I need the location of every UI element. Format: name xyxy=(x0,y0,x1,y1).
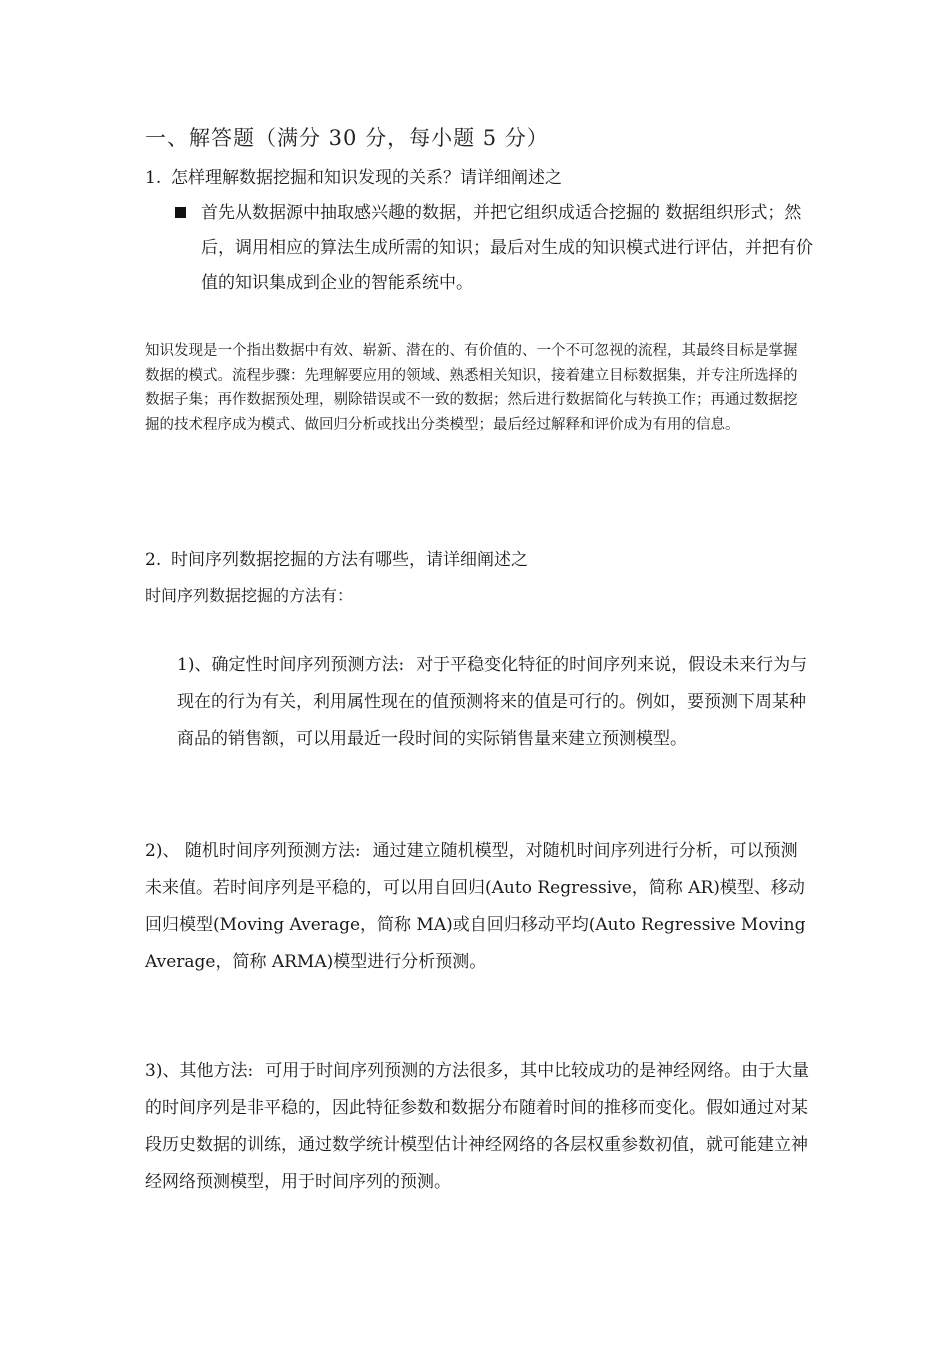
method-3-body: 可用于时间序列预测的方法很多，其中比较成功的是神经网络。由于大量的时间序列是非平稳的，因此特征参数和数据分布随着时间的推移而变化。假如通过对某段历史数据的训练，通过数学统计模型估计神经网络的各层权重参数初值，就可能建立神经网络预测模型，用于时间序列的预测。 xyxy=(145,1061,810,1192)
method-2-body: 通过建立随机模型，对随机时间序列进行分析，可以预测未来值。若时间序列是平稳的，可以用自回归(Auto Regressive，简称 AR)模型、移动回归模型(Moving Average，简称 MA)或自回归移动平均(Auto Regressive Moving Average，简称 ARMA)模型进行分析预测。 xyxy=(145,841,806,972)
question-2-intro: 时间序列数据挖掘的方法有： xyxy=(145,586,354,605)
question-1-bullet xyxy=(175,196,815,301)
method-2 xyxy=(145,833,813,981)
method-1-body: 对于平稳变化特征的时间序列来说，假设未来行为与现在的行为有关，利用属性现在的值预测将来的值是可行的。例如，要预测下周某种商品的销售额，可以用最近一段时间的实际销售量来建立预测模型。 xyxy=(177,655,808,749)
section-heading: 一、解答题（满分 30 分，每小题 5 分） xyxy=(145,126,549,150)
method-2-head: 2)、 随机时间序列预测方法: xyxy=(145,841,361,861)
method-3 xyxy=(145,1053,813,1201)
question-2-title xyxy=(145,545,528,570)
question-1-bullet-text: 首先从数据源中抽取感兴趣的数据，并把它组织成适合挖掘的 数据组织形式；然后，调用相应的算法生成所需的知识；最后对生成的知识模式进行评估，并把有价值的知识集成到企业的智能系统中。 xyxy=(201,203,813,293)
question-2-number: 2. xyxy=(145,550,162,570)
method-1 xyxy=(177,647,813,758)
question-1-text: 怎样理解数据挖掘和知识发现的关系？请详细阐述之 xyxy=(171,168,562,188)
square-bullet-icon xyxy=(175,207,186,218)
question-2-text: 时间序列数据挖掘的方法有哪些，请详细阐述之 xyxy=(171,550,528,570)
question-1-paragraph: 知识发现是一个指出数据中有效、崭新、潜在的、有价值的、一个不可忽视的流程，其最终目标是掌握数据的模式。流程步骤：先理解要应用的领域、熟悉相关知识，接着建立目标数据集，并专注所选择的数据子集；再作数据预处理，剔除错误或不一致的数据；然后进行数据简化与转换工作；再通过数据挖掘的技术程序成为模式、做回归分析或找出分类模型；最后经过解释和评价成为有用的信息。 xyxy=(145,343,798,433)
question-1-number: 1. xyxy=(145,168,162,188)
question-1-title xyxy=(145,163,562,188)
method-3-head: 3)、其他方法: xyxy=(145,1061,254,1081)
method-1-head: 1)、确定性时间序列预测方法: xyxy=(177,655,405,675)
